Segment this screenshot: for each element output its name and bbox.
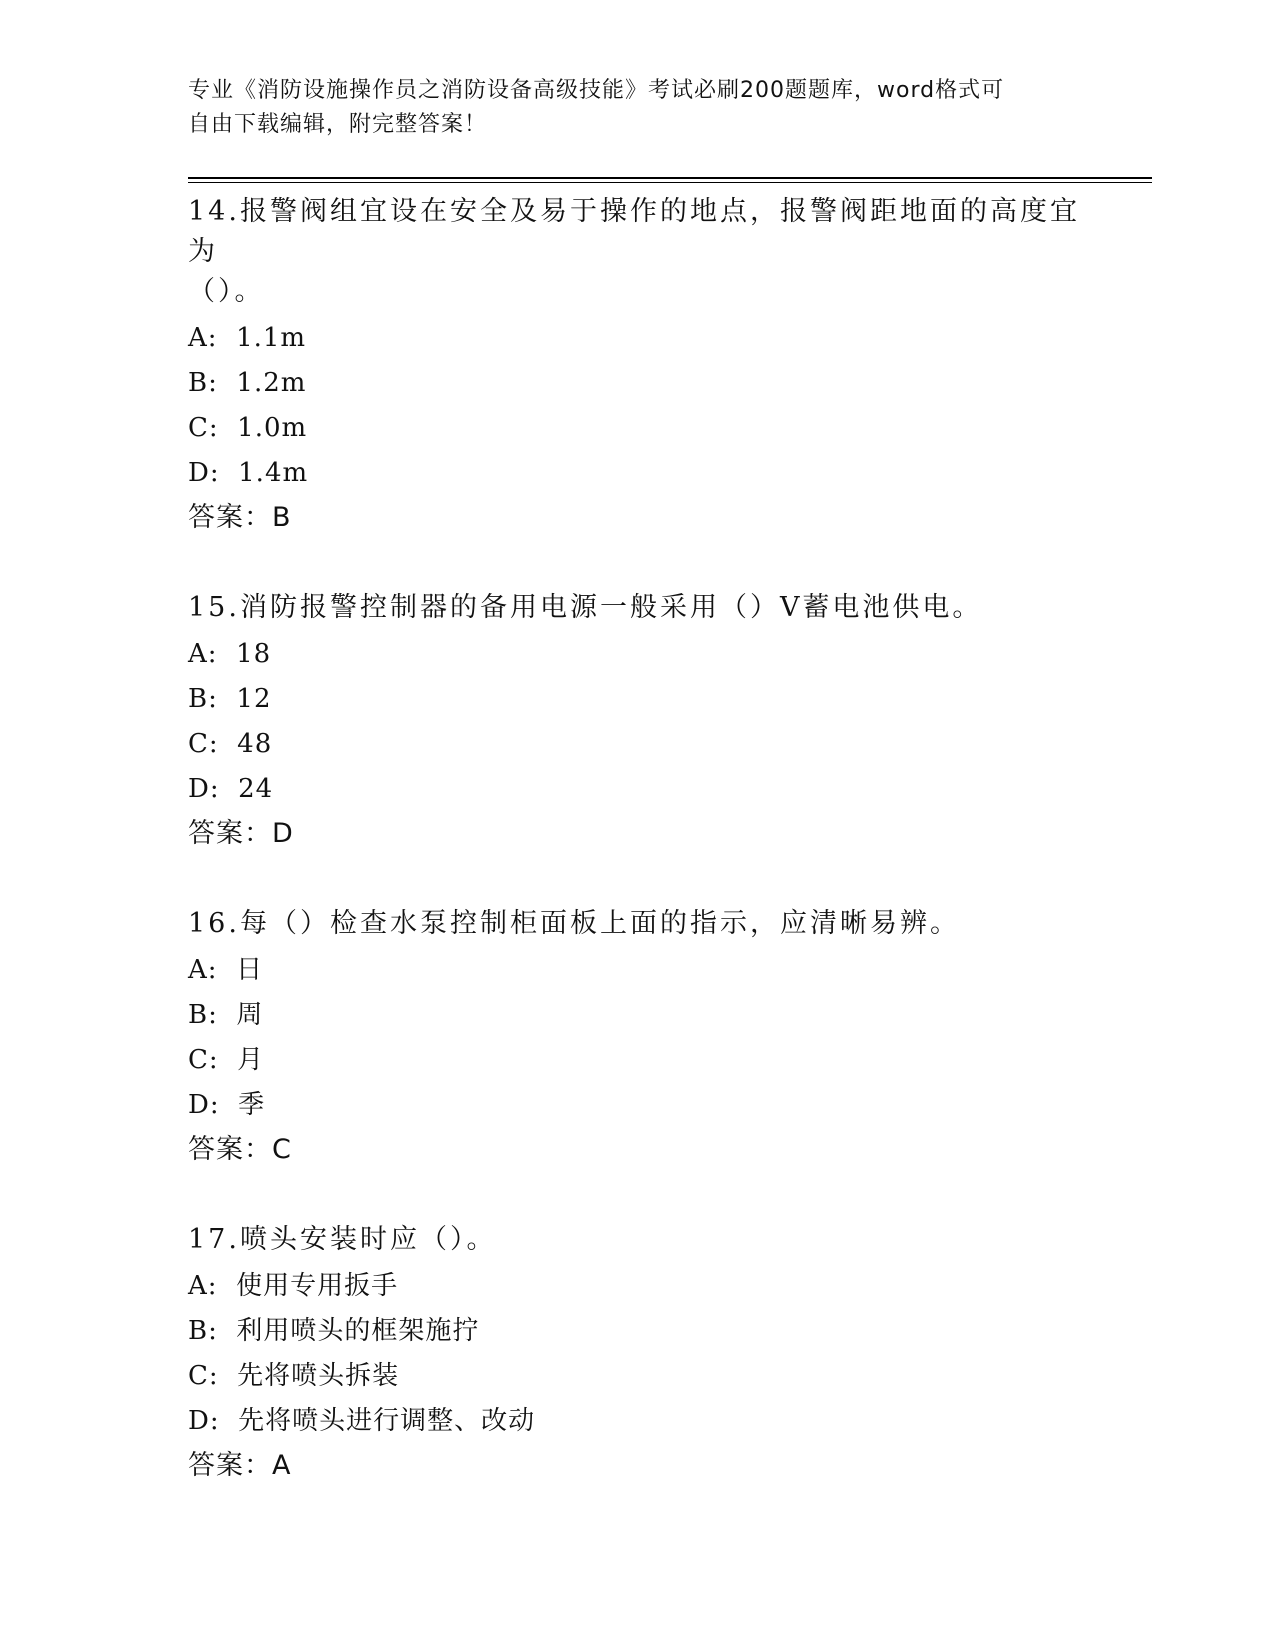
header-line-1: 专业《消防设施操作员之消防设备高级技能》考试必刷200题题库，word格式可 [188, 78, 1005, 103]
question-stem-line-1: 14.报警阀组宜设在安全及易于操作的地点，报警阀距地面的高度宜为 [188, 196, 1080, 267]
option-d: D: 1.4m [188, 458, 309, 488]
option-b: B: 利用喷头的框架施拧 [188, 1316, 480, 1346]
question-stem [188, 904, 1088, 944]
option-a: A: 18 [188, 639, 272, 669]
option-a: A: 使用专用扳手 [188, 1271, 399, 1301]
header-divider-thick [188, 177, 1152, 179]
question-stem-line-1: 15.消防报警控制器的备用电源一般采用（）V蓄电池供电。 [188, 592, 983, 623]
answer: 答案：B [188, 502, 292, 533]
option-d: D: 季 [188, 1090, 266, 1120]
option-a: A: 日 [188, 955, 264, 985]
option-c: C: 48 [188, 729, 273, 759]
option-c: C: 1.0m [188, 413, 308, 443]
option-b: B: 12 [188, 684, 272, 714]
option-c: C: 月 [188, 1045, 265, 1075]
question-stem [188, 588, 1088, 628]
header-line-2: 自由下载编辑，附完整答案！ [188, 112, 488, 137]
question-stem-line-2: （）。 [188, 276, 265, 307]
option-d: D: 24 [188, 774, 274, 804]
option-c: C: 先将喷头拆装 [188, 1361, 400, 1391]
option-b: B: 1.2m [188, 368, 307, 398]
answer: 答案：A [188, 1450, 292, 1481]
question-15 [188, 588, 1088, 856]
question-14 [188, 192, 1088, 540]
answer: 答案：C [188, 1134, 292, 1165]
option-b: B: 周 [188, 1000, 264, 1030]
document-header [188, 74, 1088, 142]
question-17 [188, 1220, 1088, 1488]
question-list [188, 188, 1088, 1536]
question-stem-line-1: 17.喷头安装时应（）。 [188, 1224, 497, 1255]
question-16 [188, 904, 1088, 1172]
header-divider-thin [188, 182, 1152, 183]
answer: 答案：D [188, 818, 294, 849]
question-stem [188, 1220, 1088, 1260]
question-stem [188, 192, 1088, 312]
question-stem-line-1: 16.每（）检查水泵控制柜面板上面的指示，应清晰易辨。 [188, 908, 960, 939]
option-a: A: 1.1m [188, 323, 307, 353]
option-d: D: 先将喷头进行调整、改动 [188, 1406, 536, 1436]
